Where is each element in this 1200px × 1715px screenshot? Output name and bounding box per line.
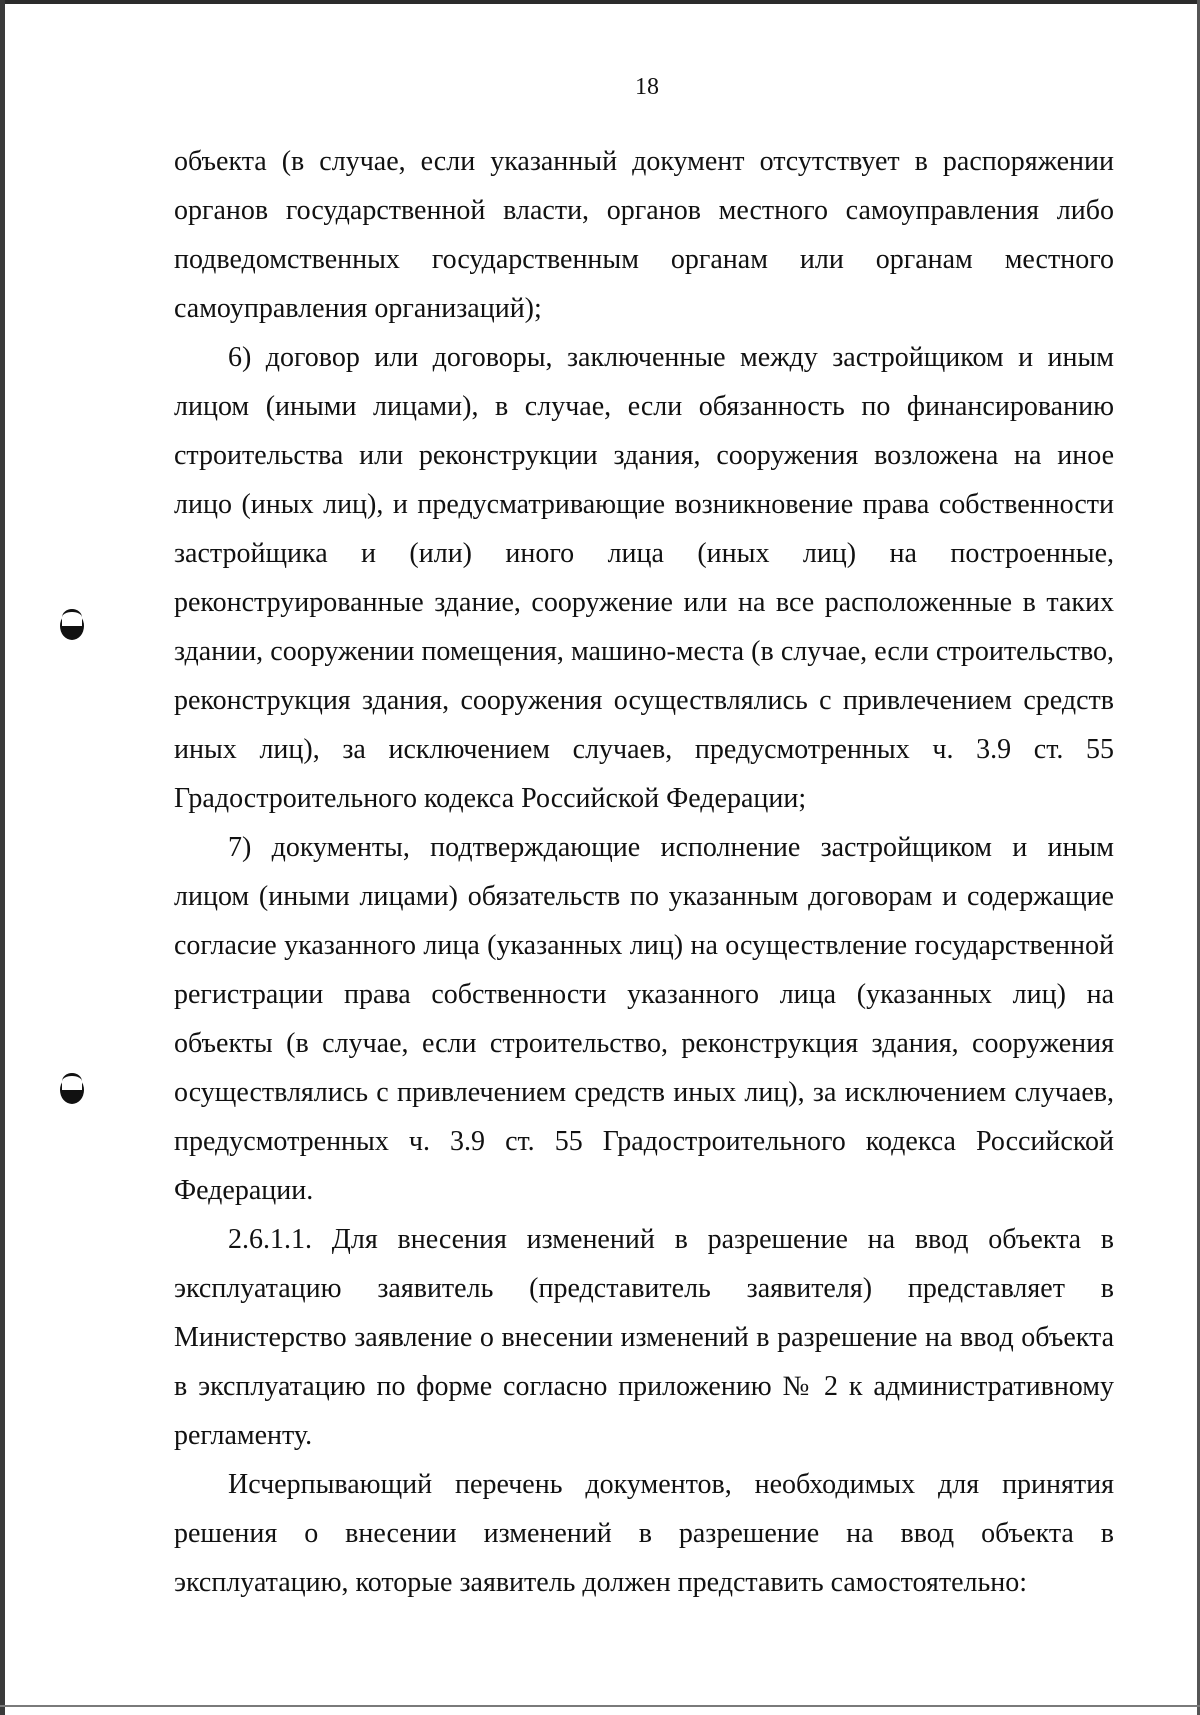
body-text xyxy=(174,137,1114,1607)
punch-hole-upper xyxy=(60,612,84,640)
punch-hole-lower xyxy=(60,1076,84,1104)
scan-edge-top xyxy=(0,0,1200,4)
page-number: 18 xyxy=(635,74,659,100)
scan-edge-bottom xyxy=(0,1705,1200,1707)
scan-edge-left xyxy=(0,0,5,1715)
paragraph-item-7: 7) документы, подтверждающие исполнение застройщиком и иным лицом (иными лицами) обязательств по указанным договорам и содержащие согласие указанного лица (указанных лиц) на осуществление государственной регистрации права собственности указанного лица (указанных лиц) на объекты (в случае, если строительство, реконструкция здания, сооружения осуществлялись с привлечением средств иных лиц), за исключением случаев, предусмотренных ч. 3.9 ст. 55 Градостроительного кодекса Российской Федерации. xyxy=(174,832,1114,1206)
paragraph-exhaustive-list: Исчерпывающий перечень документов, необходимых для принятия решения о внесении изменений в разрешение на ввод объекта в эксплуатацию, которые заявитель должен представить самостоятельно: xyxy=(174,1469,1114,1598)
paragraph-continuation: объекта (в случае, если указанный документ отсутствует в распоряжении органов государственной власти, органов местного самоуправления либо подведомственных государственным органам или органам местного самоуправления организаций); xyxy=(174,146,1114,324)
paragraph-item-6: 6) договор или договоры, заключенные между застройщиком и иным лицом (иными лицами), в случае, если обязанность по финансированию строительства или реконструкции здания, сооружения возложена на иное лицо (иных лиц), и предусматривающие возникновение права собственности застройщика и (или) иного лица (иных лиц) на построенные, реконструированные здание, сооружение или на все расположенные в таких здании, сооружении помещения, машино-места (в случае, если строительство, реконструкция здания, сооружения осуществлялись с привлечением средств иных лиц), за исключением случаев, предусмотренных ч. 3.9 ст. 55 Градостроительного кодекса Российской Федерации; xyxy=(174,342,1114,814)
paragraph-section-2-6-1-1: 2.6.1.1. Для внесения изменений в разрешение на ввод объекта в эксплуатацию заявитель (представитель заявителя) представляет в Министерство заявление о внесении изменений в разрешение на ввод объекта в эксплуатацию по форме согласно приложению № 2 к административному регламенту. xyxy=(174,1224,1114,1451)
